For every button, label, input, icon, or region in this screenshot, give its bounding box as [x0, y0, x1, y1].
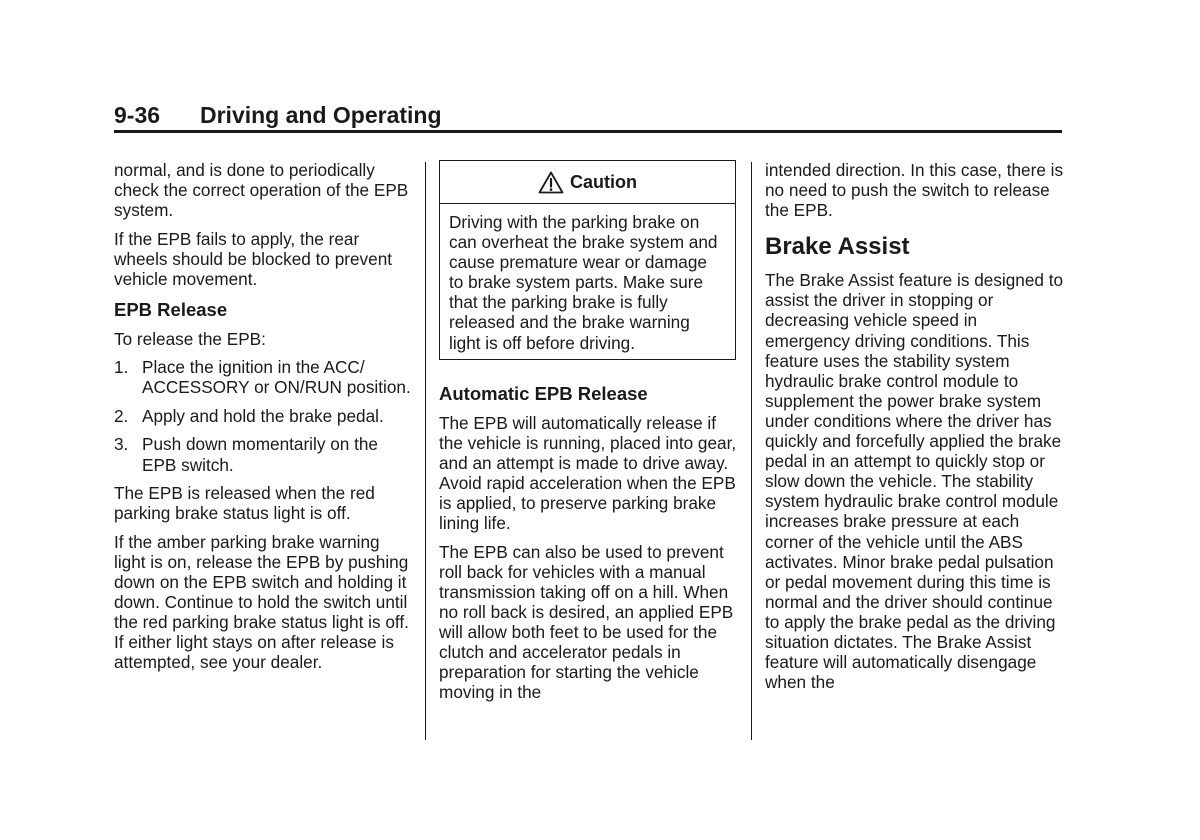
- column-3: [765, 160, 1065, 701]
- paragraph: If the EPB fails to apply, the rear wheels should be blocked to prevent vehicle movement.: [114, 228, 393, 289]
- subheading-automatic-epb-release: Automatic EPB Release: [439, 382, 648, 404]
- column-2: [439, 160, 739, 711]
- list-item: [114, 357, 414, 397]
- paragraph: The Brake Assist feature is designed to assist the driver in stopping or decreasing vehicle speed in emergency driving conditions. This feature uses the stability system hydraulic brake control module to supplement the power brake system under conditions where the driver has quickly and forcefully applied the brake pedal in an attempt to quickly stop or slow down the vehicle. The stability system hydraulic brake control module increases brake pressure at each corner of the vehicle until the ABS activates. Minor brake pedal pulsation or pedal movement during this time is normal and the driver should continue to apply the brake pedal as the driving situation dictates. The Brake Assist feature will automatically disengage when the: [765, 270, 1064, 693]
- column-1: [114, 160, 414, 681]
- subheading-epb-release: EPB Release: [114, 298, 228, 320]
- caution-text: Driving with the parking brake on can overheat the brake system and cause premature wear or damage to brake system parts. Make sure that the parking brake is fully released and the brake warning light is off before driving.: [449, 212, 718, 353]
- list-item: [114, 434, 414, 474]
- caution-header: [440, 161, 735, 204]
- paragraph: The EPB is released when the red parking brake status light is off.: [114, 483, 375, 524]
- list-item: [114, 406, 414, 426]
- caution-title: Caution: [570, 171, 637, 192]
- paragraph: intended direction. In this case, there is no need to push the switch to release the EPB.: [765, 160, 1064, 221]
- list-text: Apply and hold the brake pedal.: [142, 405, 384, 426]
- list-number: 1.: [114, 357, 129, 378]
- list-text: Place the ignition in the ACC/ ACCESSORY or ON/RUN position.: [142, 357, 411, 398]
- list-number: 2.: [114, 405, 129, 426]
- steps-list: [114, 357, 414, 474]
- paragraph: normal, and is done to periodically check the correct operation of the EPB system.: [114, 160, 409, 221]
- paragraph: The EPB can also be used to prevent roll back for vehicles with a manual transmission taking off on a hill. When no roll back is desired, an applied EPB will allow both feet to be used for the clutch and accelerator pedals in preparation for starting the vehicle moving in the: [439, 541, 734, 703]
- page-header: [114, 100, 1062, 133]
- paragraph: To release the EPB:: [114, 328, 266, 349]
- warning-triangle-icon: [538, 171, 564, 194]
- caution-box: [439, 160, 736, 360]
- column-divider: [425, 162, 426, 740]
- list-text: Push down momentarily on the EPB switch.: [142, 434, 378, 475]
- column-divider: [751, 162, 752, 740]
- heading-brake-assist: Brake Assist: [765, 233, 910, 261]
- page-number: 9-36: [114, 102, 161, 128]
- paragraph: The EPB will automatically release if the vehicle is running, placed into gear, and an attempt is made to drive away. Avoid rapid acceleration when the EPB is applied, to preserve parking brake lining life.: [439, 412, 737, 534]
- section-title: Driving and Operating: [200, 102, 442, 128]
- paragraph: If the amber parking brake warning light is on, release the EPB by pushing down on the EPB switch and holding it down. Continue to hold the switch until the red parking brake status light is off. If either light stays on after release is attempted, see your dealer.: [114, 531, 409, 673]
- list-number: 3.: [114, 434, 129, 455]
